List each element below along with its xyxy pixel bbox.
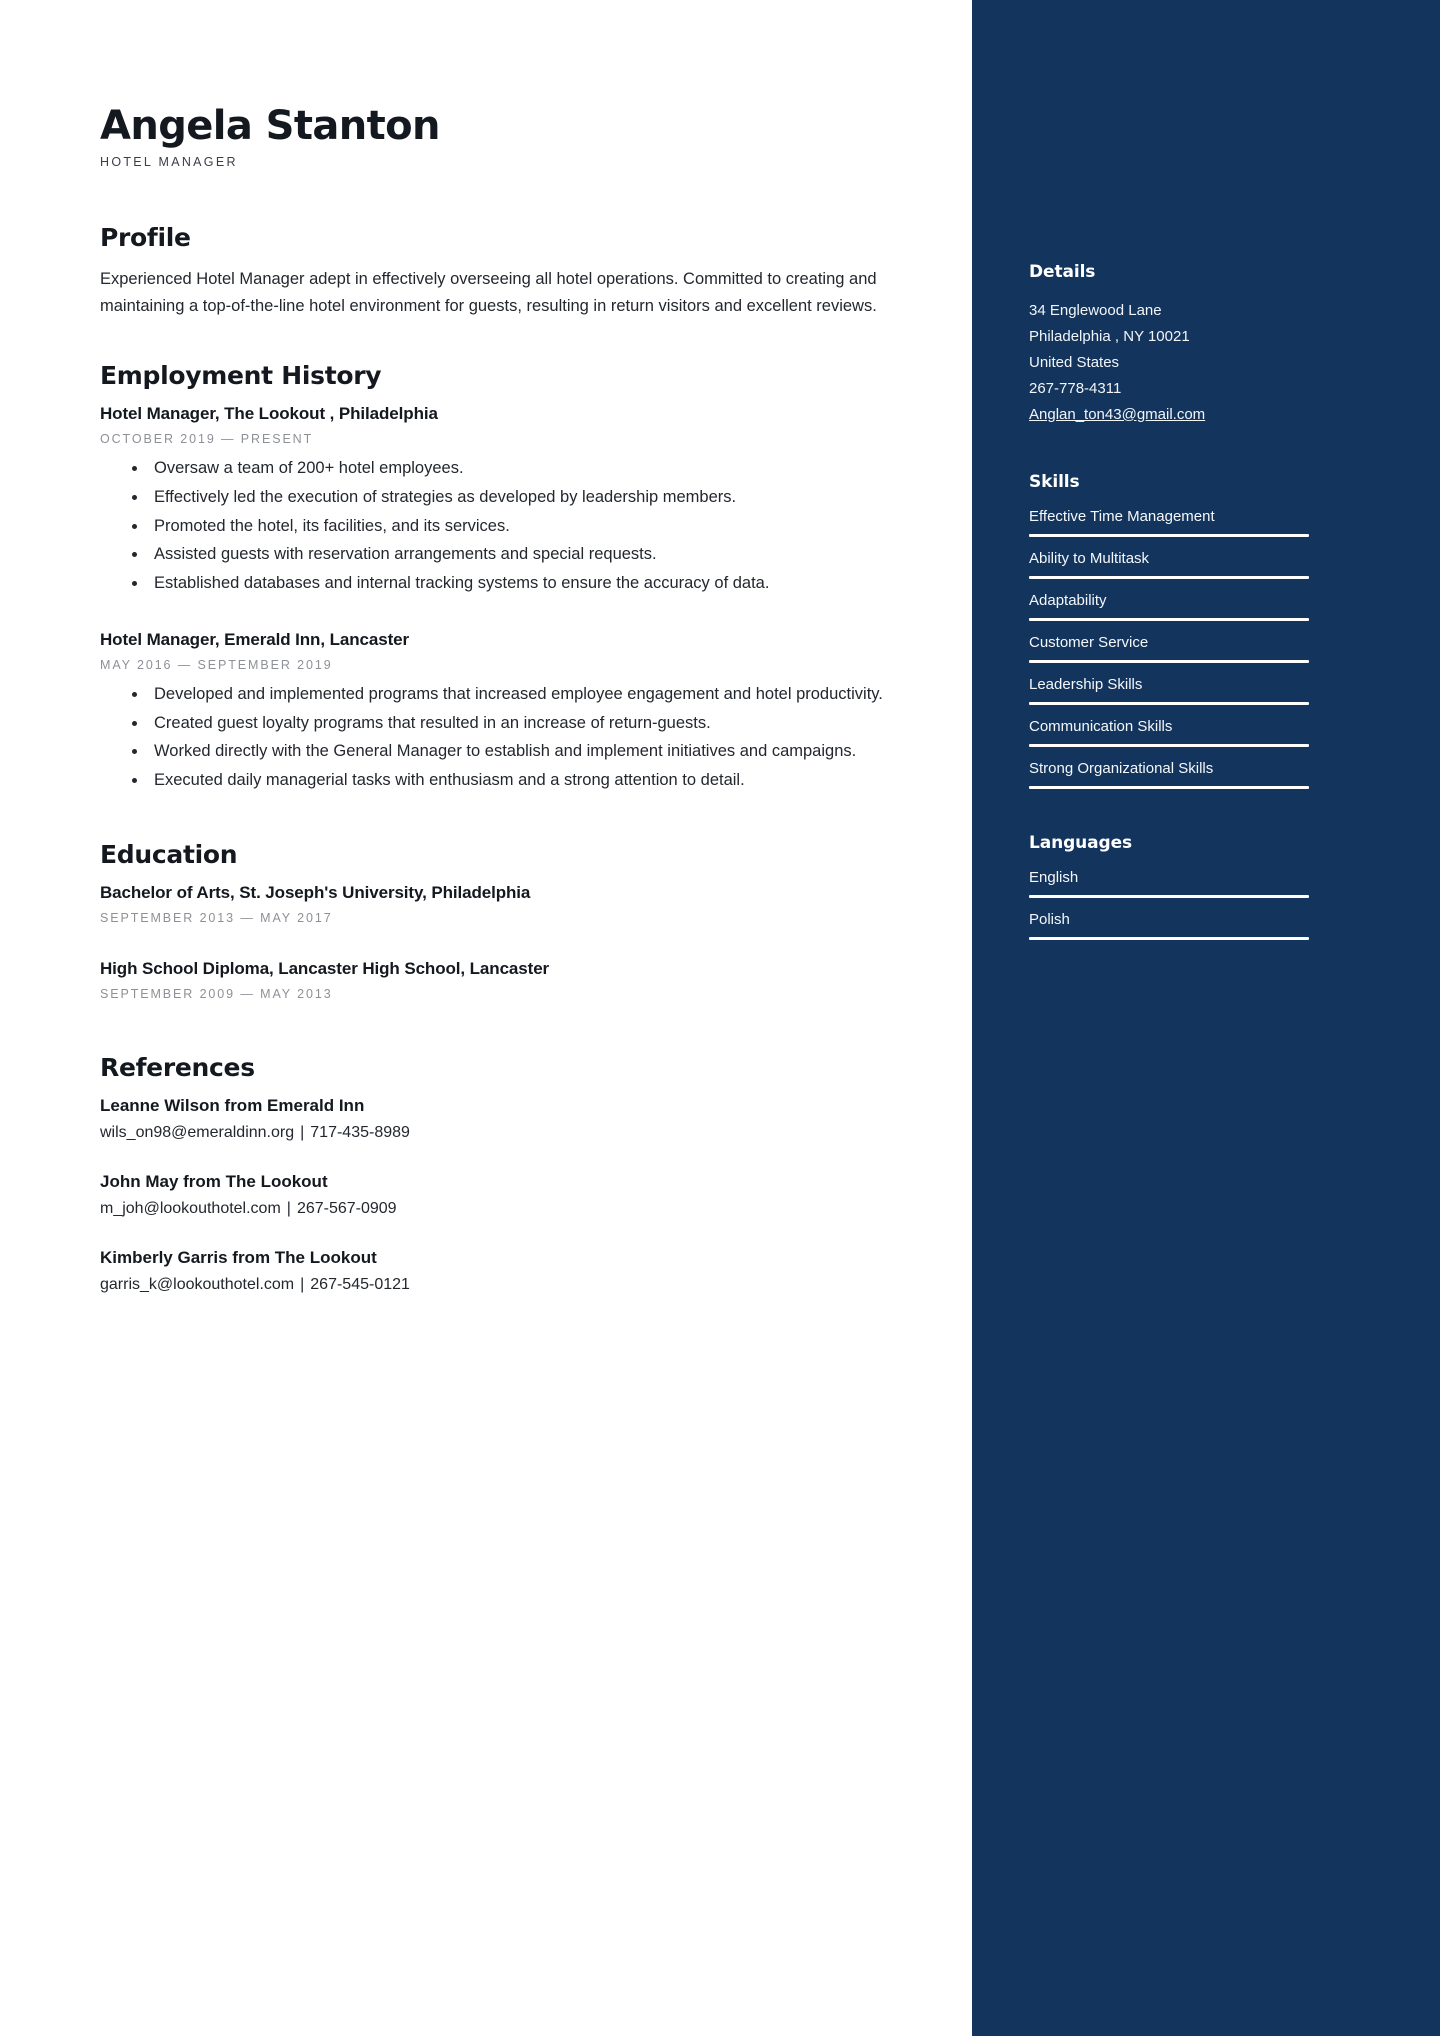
references-heading: References [100, 1052, 255, 1082]
list-item: • Promoted the hotel, its facilities, and its services. [148, 514, 892, 540]
employment-entry-bullets [100, 682, 892, 793]
education-entry [100, 959, 892, 1001]
employment-entry-title: Hotel Manager, Emerald Inn, Lancaster [100, 630, 410, 650]
skill-label: Communication Skills [1029, 717, 1173, 735]
skill-level-bar [1029, 744, 1309, 747]
profile-heading: Profile [100, 223, 191, 252]
separator: | [300, 1123, 305, 1141]
skill-item [1029, 718, 1378, 747]
resume-sidebar [972, 0, 1440, 2036]
reference-contact [100, 1200, 892, 1218]
language-level-bar [1029, 895, 1309, 898]
list-item: • Executed daily managerial tasks with enthusiasm and a strong attention to detail. [148, 768, 892, 794]
skill-level-bar [1029, 534, 1309, 537]
education-heading: Education [100, 839, 238, 869]
education-entry-date: SEPTEMBER 2009 — MAY 2013 [100, 986, 333, 1001]
employment-entry [100, 404, 892, 596]
profile-text: Experienced Hotel Manager adept in effectively overseeing all hotel operations. Committed to creating and maintaining a top-of-the-line hotel environment for guests, resulting in return visitors and excellent reviews. [100, 270, 877, 315]
reference-entry [100, 1248, 892, 1294]
skill-item [1029, 634, 1378, 663]
list-item: • Oversaw a team of 200+ hotel employees. [148, 456, 892, 482]
list-item: • Assisted guests with reservation arrangements and special requests. [148, 542, 892, 568]
skill-level-bar [1029, 660, 1309, 663]
reference-email: m_joh@lookouthotel.com [100, 1199, 281, 1217]
reference-phone: 717-435-8989 [310, 1123, 410, 1141]
reference-email: garris_k@lookouthotel.com [100, 1275, 295, 1293]
language-item [1029, 869, 1378, 898]
language-label: Polish [1029, 910, 1070, 928]
employment-entry-date: OCTOBER 2019 — PRESENT [100, 432, 314, 447]
reference-name: John May from The Lookout [100, 1171, 328, 1191]
language-label: English [1029, 868, 1079, 886]
employment-entry-bullets [100, 456, 892, 596]
job-title: HOTEL MANAGER [100, 155, 238, 169]
languages-heading: Languages [1029, 832, 1133, 853]
email-link[interactable]: Anglan_ton43@gmail.com [1029, 405, 1206, 423]
list-item: • Created guest loyalty programs that resulted in an increase of return-guests. [148, 711, 892, 737]
language-level-bar [1029, 937, 1309, 940]
separator: | [286, 1199, 291, 1217]
education-entry-title: Bachelor of Arts, St. Joseph's University, Philadelphia [100, 882, 531, 902]
profile-section [100, 223, 892, 319]
employment-entry [100, 630, 892, 793]
skill-label: Strong Organizational Skills [1029, 759, 1214, 777]
reference-email: wils_on98@emeraldinn.org [100, 1123, 295, 1141]
skill-item [1029, 508, 1378, 537]
skills-heading: Skills [1029, 471, 1080, 492]
reference-name: Leanne Wilson from Emerald Inn [100, 1095, 365, 1115]
list-item: • Developed and implemented programs that increased employee engagement and hotel productivity. [148, 682, 892, 708]
employment-section [100, 361, 892, 793]
list-item: • Effectively led the execution of strategies as developed by leadership members. [148, 485, 892, 511]
list-item: • Worked directly with the General Manager to establish and implement initiatives and campaigns. [148, 739, 892, 765]
details-heading: Details [1029, 262, 1096, 282]
skill-item [1029, 550, 1378, 579]
languages-block [1029, 833, 1378, 940]
address-line-1: 34 Englewood Lane [1029, 302, 1162, 319]
skill-level-bar [1029, 618, 1309, 621]
employment-entry-title: Hotel Manager, The Lookout , Philadelphia [100, 404, 438, 424]
details-block [1029, 262, 1378, 428]
reference-contact [100, 1276, 892, 1294]
reference-contact [100, 1124, 892, 1142]
skill-label: Leadership Skills [1029, 675, 1143, 693]
references-section [100, 1053, 892, 1294]
country: United States [1029, 353, 1120, 371]
skill-level-bar [1029, 702, 1309, 705]
education-entry-date: SEPTEMBER 2013 — MAY 2017 [100, 910, 333, 925]
address-line-2: Philadelphia , NY 10021 [1029, 327, 1190, 345]
skill-level-bar [1029, 576, 1309, 579]
reference-name: Kimberly Garris from The Lookout [100, 1247, 377, 1267]
skill-label: Effective Time Management [1029, 507, 1215, 525]
skill-label: Ability to Multitask [1029, 549, 1150, 567]
reference-phone: 267-545-0121 [310, 1275, 410, 1293]
skills-block [1029, 472, 1378, 789]
reference-entry [100, 1096, 892, 1142]
employment-heading: Employment History [100, 361, 382, 391]
skill-label: Customer Service [1029, 633, 1149, 651]
page-title: Angela Stanton [100, 103, 440, 149]
skill-label: Adaptability [1029, 591, 1107, 609]
reference-entry [100, 1172, 892, 1218]
skill-level-bar [1029, 786, 1309, 789]
reference-phone: 267-567-0909 [296, 1199, 397, 1217]
separator: | [300, 1275, 305, 1293]
education-section [100, 840, 892, 1001]
list-item: • Established databases and internal tracking systems to ensure the accuracy of data. [148, 571, 892, 597]
education-entry-title: High School Diploma, Lancaster High School, Lancaster [100, 958, 550, 978]
phone-number: 267-778-4311 [1029, 379, 1122, 397]
skill-item [1029, 592, 1378, 621]
skill-item [1029, 760, 1378, 789]
employment-entry-date: MAY 2016 — SEPTEMBER 2019 [100, 658, 333, 673]
skill-item [1029, 676, 1378, 705]
education-entry [100, 883, 892, 925]
language-item [1029, 911, 1378, 940]
